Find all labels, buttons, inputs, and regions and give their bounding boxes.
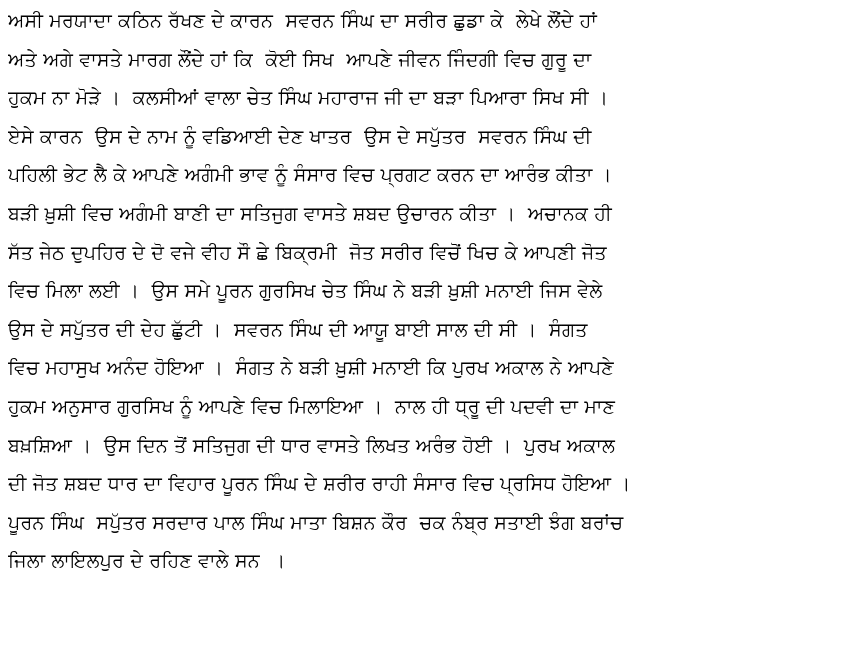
punjabi-text-body xyxy=(8,2,858,581)
text-line-8: ਵਿਚ ਮਿਲਾ ਲਈ । ਉਸ ਸਮੇ ਪੂਰਨ ਗੁਰਸਿਖ ਚੇਤ ਸਿੰਘ ਨੇ ਬੜੀ ਖ਼ੁਸ਼ੀ ਮਨਾਈ ਜਿਸ ਵੇਲੇ xyxy=(8,280,603,303)
text-line-9: ਉਸ ਦੇ ਸਪੁੱਤਰ ਦੀ ਦੇਹ ਛੁੱਟੀ । ਸਵਰਨ ਸਿੰਘ ਦੀ ਆਯੂ ਬਾਈ ਸਾਲ ਦੀ ਸੀ । ਸੰਗਤ xyxy=(8,318,588,341)
text-line-7: ਸੱਤ ਜੇਠ ਦੁਪਹਿਰ ਦੇ ਦੋ ਵਜੇ ਵੀਹ ਸੌ ਛੇ ਬਿਕ੍ਰਮੀ ਜੋਤ ਸਰੀਰ ਵਿਚੋਂ ਖਿਚ ਕੇ ਆਪਣੀ ਜੋਤ xyxy=(8,241,607,264)
text-line-11: ਹੁਕਮ ਅਨੁਸਾਰ ਗੁਰਸਿਖ ਨੂੰ ਆਪਣੇ ਵਿਚ ਮਿਲਾਇਆ । ਨਾਲ ਹੀ ਧ੍ਰੂ ਦੀ ਪਦਵੀ ਦਾ ਮਾਣ xyxy=(8,395,616,418)
text-line-2: ਅਤੇ ਅਗੇ ਵਾਸਤੇ ਮਾਰਗ ਲੌਂਦੇ ਹਾਂ ਕਿ ਕੋਈ ਸਿਖ ਆਪਣੇ ਜੀਵਨ ਜਿੰਦਗੀ ਵਿਚ ਗੁਰੂ ਦਾ xyxy=(8,48,592,71)
text-line-5: ਪਹਿਲੀ ਭੇਟ ਲੈ ਕੇ ਆਪਣੇ ਅਗੰਮੀ ਭਾਵ ਨੂੰ ਸੰਸਾਰ ਵਿਚ ਪ੍ਰਗਟ ਕਰਨ ਦਾ ਆਰੰਭ ਕੀਤਾ । xyxy=(8,164,612,187)
text-line-13: ਦੀ ਜੋਤ ਸ਼ਬਦ ਧਾਰ ਦਾ ਵਿਹਾਰ ਪੂਰਨ ਸਿੰਘ ਦੇ ਸ਼ਰੀਰ ਰਾਹੀ ਸੰਸਾਰ ਵਿਚ ਪ੍ਰਸਿਧ ਹੋਇਆ । xyxy=(8,473,631,496)
text-line-4: ਏਸੇ ਕਾਰਨ ਉਸ ਦੇ ਨਾਮ ਨੂੰ ਵਡਿਆਈ ਦੇਣ ਖਾਤਰ ਉਸ ਦੇ ਸਪੁੱਤਰ ਸਵਰਨ ਸਿੰਘ ਦੀ xyxy=(8,125,592,148)
text-line-1: ਅਸੀ ਮਰਯਾਦਾ ਕਠਿਨ ਰੱਖਣ ਦੇ ਕਾਰਨ ਸਵਰਨ ਸਿੰਘ ਦਾ ਸਰੀਰ ਛੁਡਾ ਕੇ ਲੇਖੇ ਲੌਂਦੇ ਹਾਂ xyxy=(8,10,597,32)
text-line-6: ਬੜੀ ਖ਼ੁਸ਼ੀ ਵਿਚ ਅਗੰਮੀ ਬਾਣੀ ਦਾ ਸਤਿਜੁਗ ਵਾਸਤੇ ਸ਼ਬਦ ਉਚਾਰਨ ਕੀਤਾ । ਅਚਾਨਕ ਹੀ xyxy=(8,202,612,225)
text-line-15: ਜਿਲਾ ਲਾਇਲਪੁਰ ਦੇ ਰਹਿਣ ਵਾਲੇ ਸਨ । xyxy=(8,550,286,573)
text-line-10: ਵਿਚ ਮਹਾਸੁਖ ਅਨੰਦ ਹੋਇਆ । ਸੰਗਤ ਨੇ ਬੜੀ ਖ਼ੁਸ਼ੀ ਮਨਾਈ ਕਿ ਪੁਰਖ ਅਕਾਲ ਨੇ ਆਪਣੇ xyxy=(8,357,614,380)
text-line-3: ਹੁਕਮ ਨਾ ਮੋੜੇ । ਕਲਸੀਆਂ ਵਾਲਾ ਚੇਤ ਸਿੰਘ ਮਹਾਰਾਜ ਜੀ ਦਾ ਬੜਾ ਪਿਆਰਾ ਸਿਖ ਸੀ । xyxy=(8,87,609,110)
text-line-14: ਪੂਰਨ ਸਿੰਘ ਸਪੁੱਤਰ ਸਰਦਾਰ ਪਾਲ ਸਿੰਘ ਮਾਤਾ ਬਿਸ਼ਨ ਕੌਰ ਚਕ ਨੰਬ੍ਰ ਸਤਾਈ ਝੰਗ ਬਰਾਂਚ xyxy=(8,511,624,534)
text-line-12: ਬਖ਼ਸ਼ਿਆ । ਉਸ ਦਿਨ ਤੋਂ ਸਤਿਜੁਗ ਦੀ ਧਾਰ ਵਾਸਤੇ ਲਿਖਤ ਅਰੰਭ ਹੋਈ । ਪੁਰਖ ਅਕਾਲ xyxy=(8,434,616,457)
